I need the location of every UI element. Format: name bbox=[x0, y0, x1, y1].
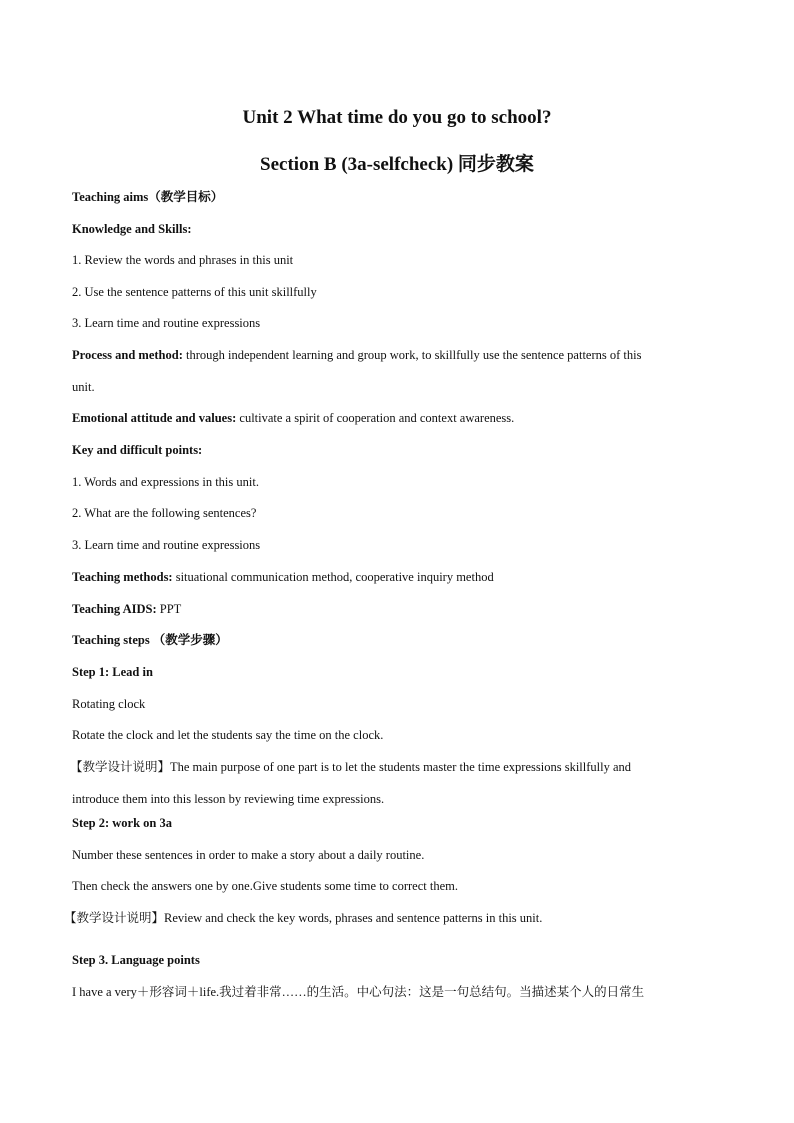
step1-heading: Step 1: Lead in bbox=[72, 665, 153, 679]
teaching-aims-heading: Teaching aims（教学目标） bbox=[72, 190, 224, 204]
step3-line-1: I have a very＋形容词＋life.我过着非常……的生活。中心句法：这是一句总结句。当描述某个人的日常生 bbox=[72, 985, 645, 999]
teaching-methods-text: situational communication method, cooperative inquiry method bbox=[172, 570, 494, 584]
skill-item-2: 2. Use the sentence patterns of this unit skillfully bbox=[72, 285, 317, 299]
teaching-aids-label: Teaching AIDS: bbox=[72, 602, 157, 616]
process-method-text: through independent learning and group work, to skillfully use the sentence patterns of this bbox=[182, 348, 642, 362]
document-subtitle: Section B (3a-selfcheck) 同步教案 bbox=[260, 154, 534, 175]
key-point-1: 1. Words and expressions in this unit. bbox=[72, 475, 259, 489]
step1-line-1: Rotating clock bbox=[72, 697, 146, 711]
document-title: Unit 2 What time do you go to school? bbox=[242, 107, 552, 128]
step2-line-1: Number these sentences in order to make a story about a daily routine. bbox=[72, 848, 425, 862]
emotional-paragraph bbox=[72, 410, 722, 426]
step2-line-2: Then check the answers one by one.Give students some time to correct them. bbox=[72, 879, 458, 893]
knowledge-skills-heading: Knowledge and Skills: bbox=[72, 222, 192, 236]
process-method-label: Process and method: bbox=[72, 348, 183, 362]
step2-heading: Step 2: work on 3a bbox=[72, 816, 173, 830]
step1-design-note: 【教学设计说明】The main purpose of one part is to let the students master the time expressions skillfully and bbox=[70, 760, 632, 774]
step3-heading: Step 3. Language points bbox=[72, 953, 200, 967]
teaching-aids-paragraph bbox=[72, 601, 722, 617]
teaching-methods-paragraph bbox=[72, 569, 722, 585]
skill-item-3: 3. Learn time and routine expressions bbox=[72, 316, 261, 330]
step1-line-2: Rotate the clock and let the students say the time on the clock. bbox=[72, 728, 384, 742]
skill-item-1: 1. Review the words and phrases in this unit bbox=[72, 253, 294, 267]
step2-design-note: 【教学设计说明】Review and check the key words, phrases and sentence patterns in this unit. bbox=[64, 911, 543, 925]
teaching-steps-heading: Teaching steps （教学步骤） bbox=[72, 633, 228, 647]
teaching-aids-text: PPT bbox=[156, 602, 182, 616]
emotional-label: Emotional attitude and values: bbox=[72, 411, 237, 425]
teaching-methods-label: Teaching methods: bbox=[72, 570, 173, 584]
key-point-3: 3. Learn time and routine expressions bbox=[72, 538, 261, 552]
step1-design-note-continuation: introduce them into this lesson by reviewing time expressions. bbox=[72, 792, 385, 806]
process-method-continuation: unit. bbox=[72, 380, 95, 394]
emotional-text: cultivate a spirit of cooperation and context awareness. bbox=[236, 411, 515, 425]
process-method-paragraph bbox=[72, 347, 722, 363]
key-points-heading: Key and difficult points: bbox=[72, 443, 203, 457]
key-point-2: 2. What are the following sentences? bbox=[72, 506, 257, 520]
